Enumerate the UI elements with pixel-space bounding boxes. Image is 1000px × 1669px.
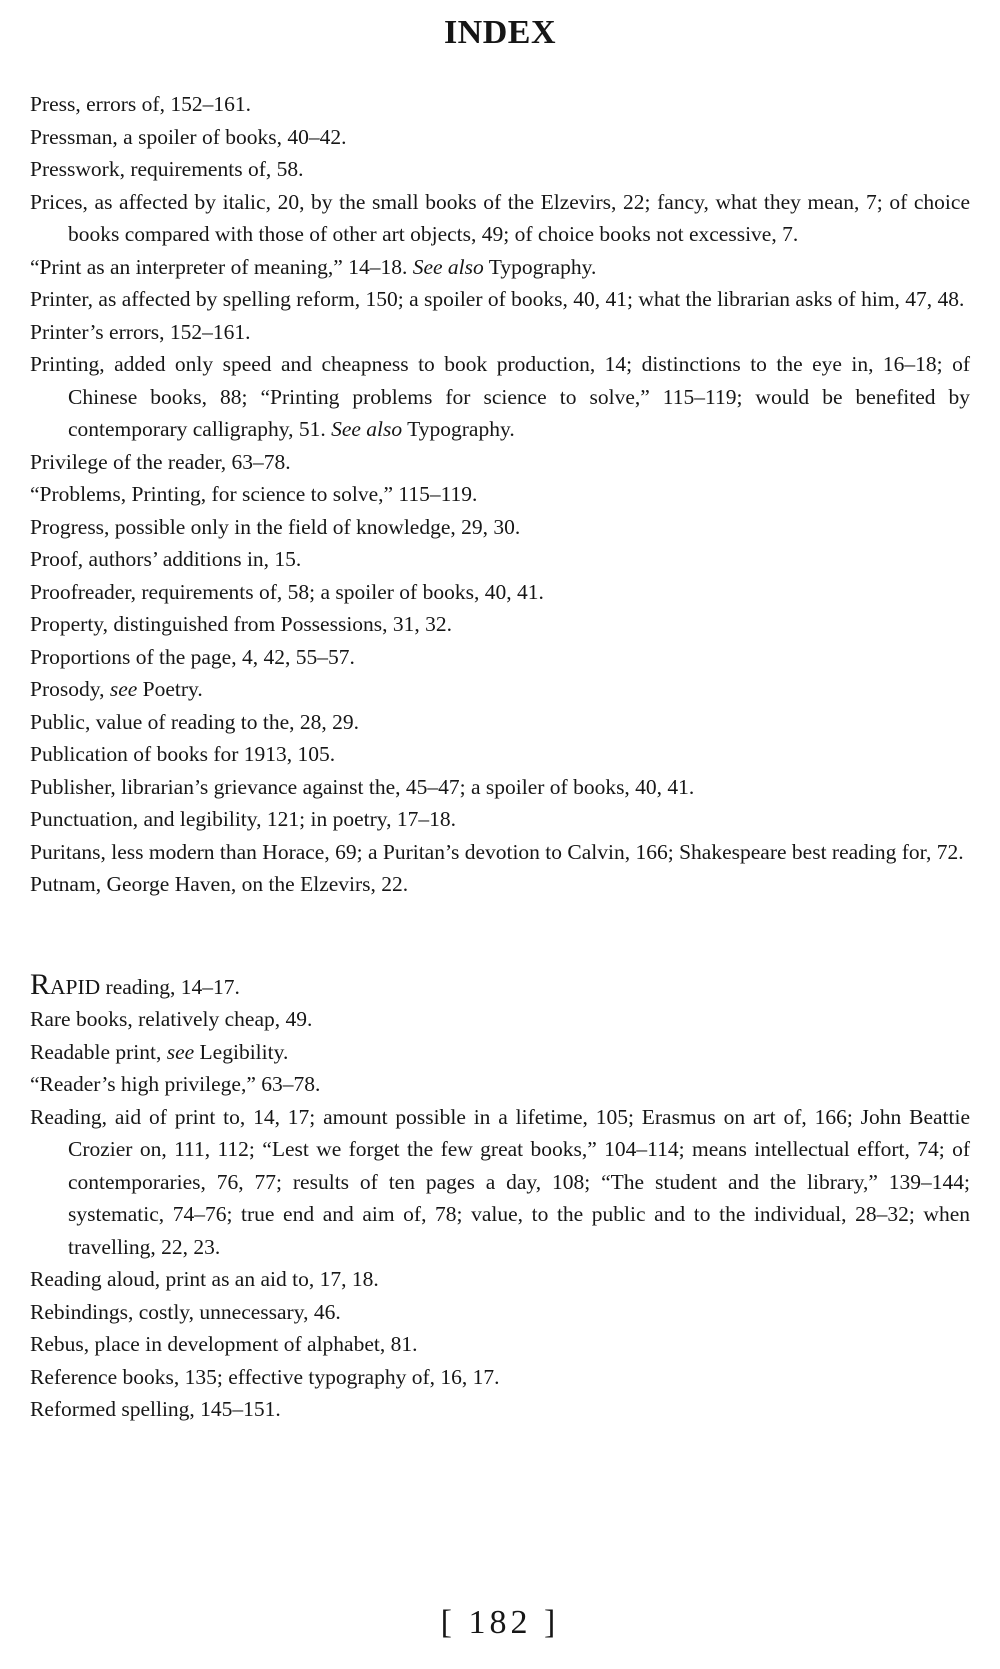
index-entry	[30, 1328, 970, 1361]
index-entry	[30, 673, 970, 706]
entry-text: Punctuation, and legibility, 121; in poetry, 17–18.	[30, 807, 456, 831]
index-entry	[30, 771, 970, 804]
cross-reference-label: see	[109, 677, 138, 701]
entry-text: Proportions of the page, 4, 42, 55–57.	[30, 644, 355, 669]
index-entry	[30, 738, 970, 771]
page-number: [ 182 ]	[440, 1604, 560, 1641]
index-entry	[30, 348, 970, 446]
entry-text: Publication of books for 1913, 105.	[30, 742, 336, 766]
entry-text: Reading aloud, print as an aid to, 17, 18.	[30, 1267, 379, 1291]
entry-text: Printer, as affected by spelling reform, 150; a spoiler of books, 40, 41; what the librarian asks of him, 47, 48.	[30, 287, 965, 311]
entry-text: Presswork, requirements of, 58.	[30, 157, 304, 181]
cross-reference-label: See also	[412, 254, 484, 279]
cross-reference-label: see	[166, 1039, 195, 1064]
index-body	[30, 88, 970, 1426]
index-entry	[30, 316, 970, 349]
index-entry	[30, 803, 970, 836]
entry-text: Typography.	[402, 417, 515, 441]
entry-text: Proofreader, requirements of, 58; a spoiler of books, 40, 41.	[30, 579, 544, 604]
entry-text: Proof, authors’ additions in, 15.	[30, 547, 302, 571]
entry-text: Reformed spelling, 145–151.	[30, 1397, 281, 1421]
index-entry	[30, 836, 970, 869]
index-entry	[30, 543, 970, 576]
entry-text: Publisher, librarian’s grievance against the, 45–47; a spoiler of books, 40, 41.	[30, 774, 695, 799]
entry-text: Prices, as affected by italic, 20, by the small books of the Elzevirs, 22; fancy, what they mean, 7; of choice books compared with those of other art objects, 49; of choice books not excessive, 7.	[30, 189, 970, 246]
index-entry	[30, 1296, 970, 1329]
index-entry	[30, 251, 970, 284]
entry-text: Prosody,	[30, 677, 110, 701]
entry-text: “Reader’s high privilege,” 63–78.	[30, 1072, 321, 1096]
entry-text: Puritans, less modern than Horace, 69; a Puritan’s devotion to Calvin, 166; Shakespeare best reading for, 72.	[30, 839, 964, 864]
entry-text: Printing, added only speed and cheapness to book production, 14; distinctions to the eye in, 16–18; of Chinese books, 88; “Printing problems for science to solve,” 115–119; would be benefited by contemporary calligraphy, 51.	[30, 352, 970, 441]
index-entry	[30, 186, 970, 251]
index-entry	[30, 121, 970, 154]
entry-text: Property, distinguished from Possessions, 31, 32.	[30, 612, 453, 636]
entry-text: Rare books, relatively cheap, 49.	[30, 1007, 313, 1031]
entry-text: “Print as an interpreter of meaning,” 14–18.	[30, 254, 413, 279]
entry-text: Printer’s errors, 152–161.	[30, 319, 251, 344]
entry-text: Rebindings, costly, unnecessary, 46.	[30, 1299, 341, 1324]
entry-text: “Problems, Printing, for science to solve,” 115–119.	[30, 482, 478, 506]
index-entry	[30, 1263, 970, 1296]
cross-reference-label: See also	[331, 417, 403, 441]
entry-text: Legibility.	[194, 1039, 289, 1064]
index-entry	[30, 641, 970, 674]
entry-text: Press, errors of, 152–161.	[30, 92, 251, 116]
index-entry	[30, 1003, 970, 1036]
index-entry	[30, 967, 970, 1004]
entry-text: Public, value of reading to the, 28, 29.	[30, 709, 359, 734]
page-title: INDEX	[443, 14, 557, 51]
index-entry	[30, 88, 970, 121]
entry-text: Putnam, George Haven, on the Elzevirs, 22.	[30, 872, 409, 896]
index-entry	[30, 446, 970, 479]
entry-text: Readable print,	[30, 1039, 167, 1064]
entry-text: APID reading, 14–17.	[50, 974, 240, 999]
index-entry	[30, 1361, 970, 1394]
index-entry	[30, 153, 970, 186]
index-entry	[30, 1036, 970, 1069]
entry-text: Reference books, 135; effective typography of, 16, 17.	[30, 1364, 500, 1389]
index-entry	[30, 1101, 970, 1264]
entry-text: Pressman, a spoiler of books, 40–42.	[30, 124, 347, 149]
index-entry	[30, 1393, 970, 1426]
entry-text: Privilege of the reader, 63–78.	[30, 449, 291, 474]
entry-text: Reading, aid of print to, 14, 17; amount possible in a lifetime, 105; Erasmus on art of, 166; John Beattie Crozier on, 111, 112; “Lest we forget the few great books,” 104–114; means intellectual effort, 74; of contemporaries, 76, 77; results of ten pages a day, 108; “The student and the library,” 139–144; systematic, 74–76; true end and aim of, 78; value, to the public and to the individual, 28–32; when travelling, 22, 23.	[30, 1104, 970, 1259]
entry-text: Rebus, place in development of alphabet, 81.	[30, 1332, 418, 1356]
entry-text: Progress, possible only in the field of knowledge, 29, 30.	[30, 514, 521, 539]
index-entry	[30, 478, 970, 511]
section-gap	[30, 901, 970, 971]
drop-cap: R	[30, 967, 51, 1001]
entry-text: Typography.	[483, 254, 597, 279]
index-entry	[30, 868, 970, 901]
index-entry	[30, 283, 970, 316]
index-entry	[30, 1068, 970, 1101]
index-entry	[30, 706, 970, 739]
index-entry	[30, 576, 970, 609]
index-entry	[30, 608, 970, 641]
index-entry	[30, 511, 970, 544]
entry-text: Poetry.	[137, 677, 203, 701]
